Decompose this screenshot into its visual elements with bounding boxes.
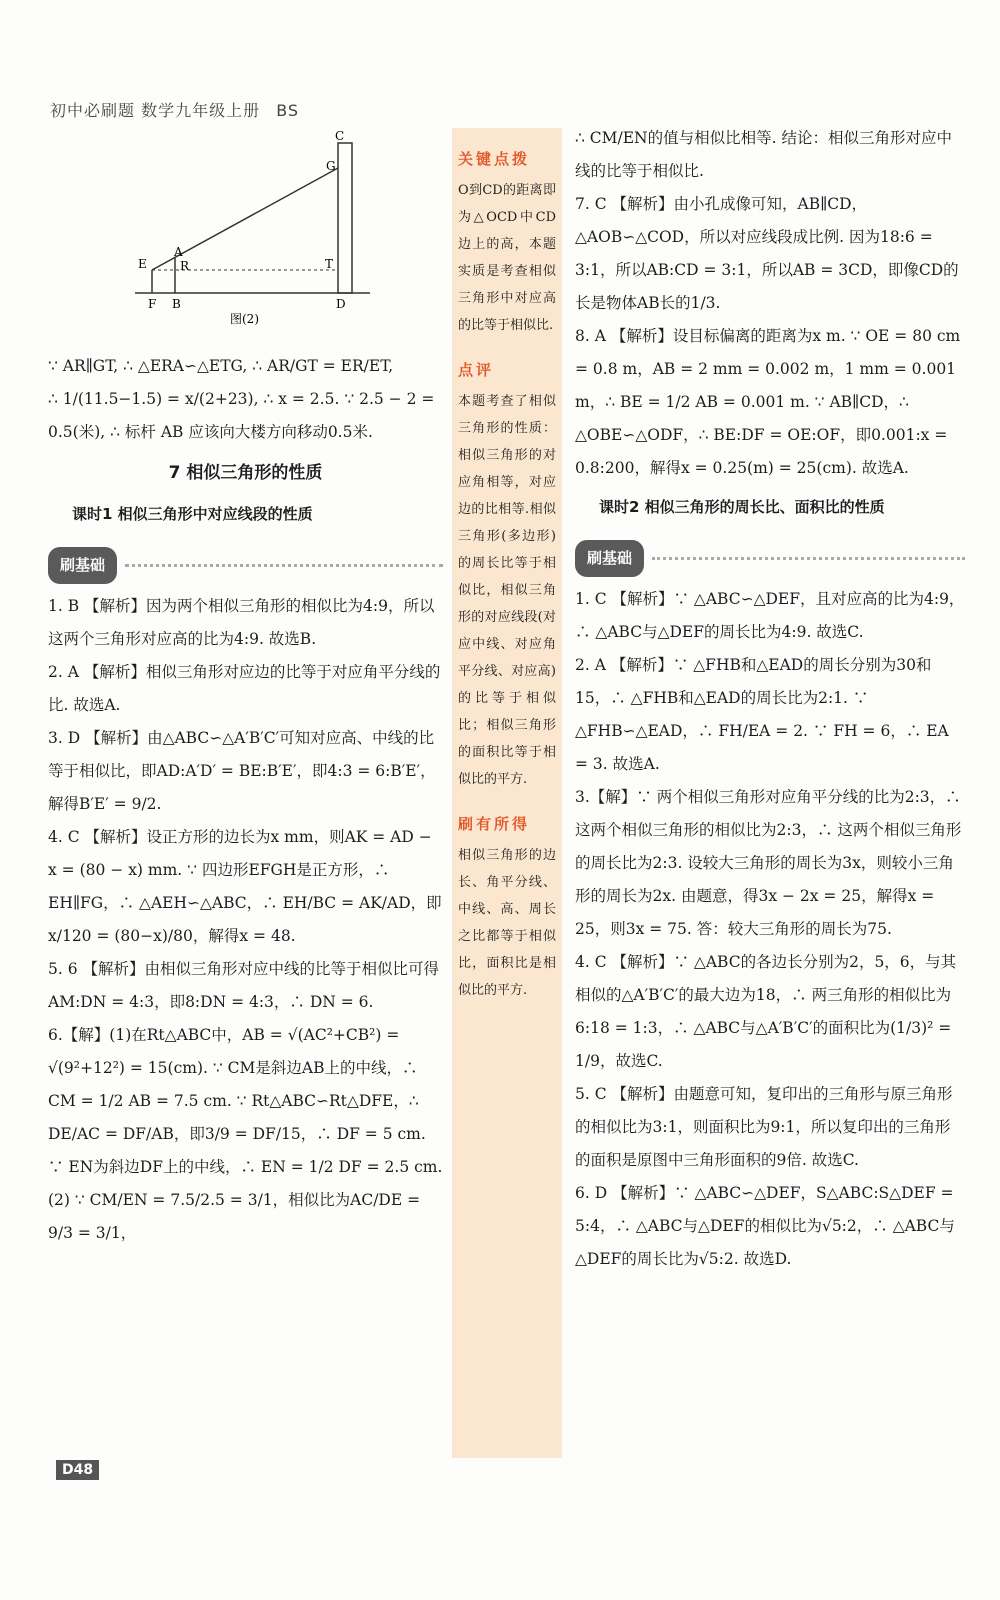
label-d: D [336,297,346,311]
page-number: D48 [56,1460,99,1480]
divider [652,557,965,560]
label-e: E [138,257,147,271]
answer-5: 5. 6 【解析】由相似三角形对应中线的比等于相似比可得AM:DN = 4:3，即8:DN = 4:3，∴ DN = 6. [48,960,440,1011]
label-t: T [325,257,334,271]
answer-r2: 2. A 【解析】∵ △FHB和△EAD的周长分别为30和15，∴ △FHB和△EAD的周长比为2:1. ∵ △FHB∽△EAD，∴ FH/EA = 2. ∵ FH = 6，∴ EA = 3. 故选A. [575,656,949,773]
badge-row [575,534,965,583]
lesson-title: 课时2 相似三角形的周长比、面积比的性质 [599,498,885,516]
answer-r4: 4. C 【解析】∵ △ABC的各边长分别为2，5，6，与其相似的△A′B′C′的最大边为18，∴ 两三角形的相似比为6:18 = 1:3，∴ △ABC与△A′B′C′的面积比为(1/3)² = 1/9，故选C. [575,953,957,1070]
label-c: C [335,129,345,143]
edition-label: BS [276,101,300,120]
lesson-title: 课时1 相似三角形中对应线段的性质 [72,505,313,523]
answer-7: 7. C 【解析】由小孔成像可知，AB∥CD，△AOB∽△COD，所以对应线段成比例. 因为18:6 = 3:1，所以AB:CD = 3:1，所以AB = 3CD，即像CD的长是物体AB长的1/3. [575,195,959,312]
badge-label: 刷基础 [575,540,644,577]
answer-2: 2. A 【解析】相似三角形对应边的比等于对应角平分线的比. 故选A. [48,663,441,714]
label-a: A [174,245,183,259]
badge-row [48,541,443,590]
right-column [575,122,965,1276]
answer-r6: 6. D 【解析】∵ △ABC∽△DEF，S△ABC:S△DEF = 5:4，∴ △ABC与△DEF的相似比为√5:2，∴ △ABC与△DEF的周长比为√5:2. 故选D. [575,1184,955,1268]
label-b: B [172,297,181,311]
badge-label: 刷基础 [48,547,117,584]
solution-line: ∵ AR∥GT, ∴ △ERA∽△ETG, ∴ AR/GT = ER/ET, [48,357,394,375]
answer-6b: (2) ∵ CM/EN = 7.5/2.5 = 3/1，相似比为AC/DE = 9/3 = 3/1， [48,1191,421,1242]
label-f: F [148,297,157,311]
note-text: O到CD的距离即为△OCD中CD边上的高，本题实质是考查相似三角形中对应高的比等于相似比. [458,183,556,333]
answer-3: 3. D 【解析】由△ABC∽△A′B′C′可知对应高、中线的比等于相似比，即AD:A′D′ = BE:B′E′，即4:3 = 6:B′E′，解得B′E′ = 9/2. [48,729,436,813]
side-notes [452,128,562,1458]
label-r: R [180,259,190,273]
note-heading: 点评 [458,361,495,379]
figure-caption: 图(2) [230,312,259,326]
label-g: G [326,159,336,173]
solution-line: ∴ CM/EN的值与相似比相等. 结论：相似三角形对应中线的比等于相似比. [575,129,952,180]
solution-line: ∴ 1/(11.5−1.5) = x/(2+23), ∴ x = 2.5. ∵ 2.5 − 2 = 0.5(米), ∴ 标杆 AB 应该向大楼方向移动0.5米. [48,390,435,441]
section-title: 7 相似三角形的性质 [168,463,323,483]
note-heading: 刷有所得 [458,815,531,833]
page-header [50,98,299,121]
note-text: 相似三角形的边长、角平分线、中线、高、周长之比都等于相似比，面积比是相似比的平方. [458,848,556,998]
book-title: 初中必刷题 数学九年级上册 [50,101,261,120]
answer-r3: 3.【解】∵ 两个相似三角形对应角平分线的比为2:3，∴ 这两个相似三角形的相似比为2:3，∴ 这两个相似三角形的周长比为2:3. 设较大三角形的周长为3x，则较小三角形的周长为2x. 由题意，得3x − 2x = 25，解得x = 25，则3x = 75. 答：较大三角形的周长为75. [575,788,962,938]
answer-8: 8. A 【解析】设目标偏离的距离为x m. ∵ OE = 80 cm = 0.8 m，AB = 2 mm = 0.002 m，1 mm = 0.001 m，∴ BE = 1/2 AB = 0.001 m. ∵ AB∥CD，∴ △OBE∽△ODF，∴ BE:DF = OE:OF，即0.001:x = 0.8:200，解得x = 0.25(m) = 25(cm). 故选A. [575,327,961,477]
answer-6a: 6.【解】(1)在Rt△ABC中，AB = √(AC²+CB²) = √(9²+12²) = 15(cm). ∵ CM是斜边AB上的中线，∴ CM = 1/2 AB = 7.5 cm. ∵ Rt△ABC∽Rt△DFE，∴ DE/AC = DF/AB，即3/9 = DF/15，∴ DF = 5 cm. ∵ EN为斜边DF上的中线，∴ EN = 1/2 DF = 2.5 cm. [48,1026,443,1176]
answer-1: 1. B 【解析】因为两个相似三角形的相似比为4:9，所以这两个三角形对应高的比为4:9. 故选B. [48,597,435,648]
answer-r1: 1. C 【解析】∵ △ABC∽△DEF，且对应高的比为4:9，∴ △ABC与△DEF的周长比为4:9. 故选C. [575,590,965,641]
answer-r5: 5. C 【解析】由题意可知，复印出的三角形与原三角形的相似比为3:1，则面积比为9:1，所以复印出的三角形的面积是原图中三角形面积的9倍. 故选C. [575,1085,953,1169]
note-text: 本题考查了相似三角形的性质：相似三角形的对应角相等，对应边的比相等.相似三角形(多边形)的周长比等于相似比，相似三角形的对应线段(对应中线、对应角平分线、对应高)的比等于相似比；相似三角形的面积比等于相似比的平方. [458,394,556,787]
left-column [48,350,443,1250]
note-heading: 关键点拨 [458,150,531,168]
divider [125,564,443,567]
answer-4: 4. C 【解析】设正方形的边长为x mm，则AK = AD − x = (80 − x) mm. ∵ 四边形EFGH是正方形，∴ EH∥FG，∴ △AEH∽△ABC，∴ EH/BC = AK/AD，即x/120 = (80−x)/80，解得x = 48. [48,828,442,945]
geometry-figure [130,128,380,328]
